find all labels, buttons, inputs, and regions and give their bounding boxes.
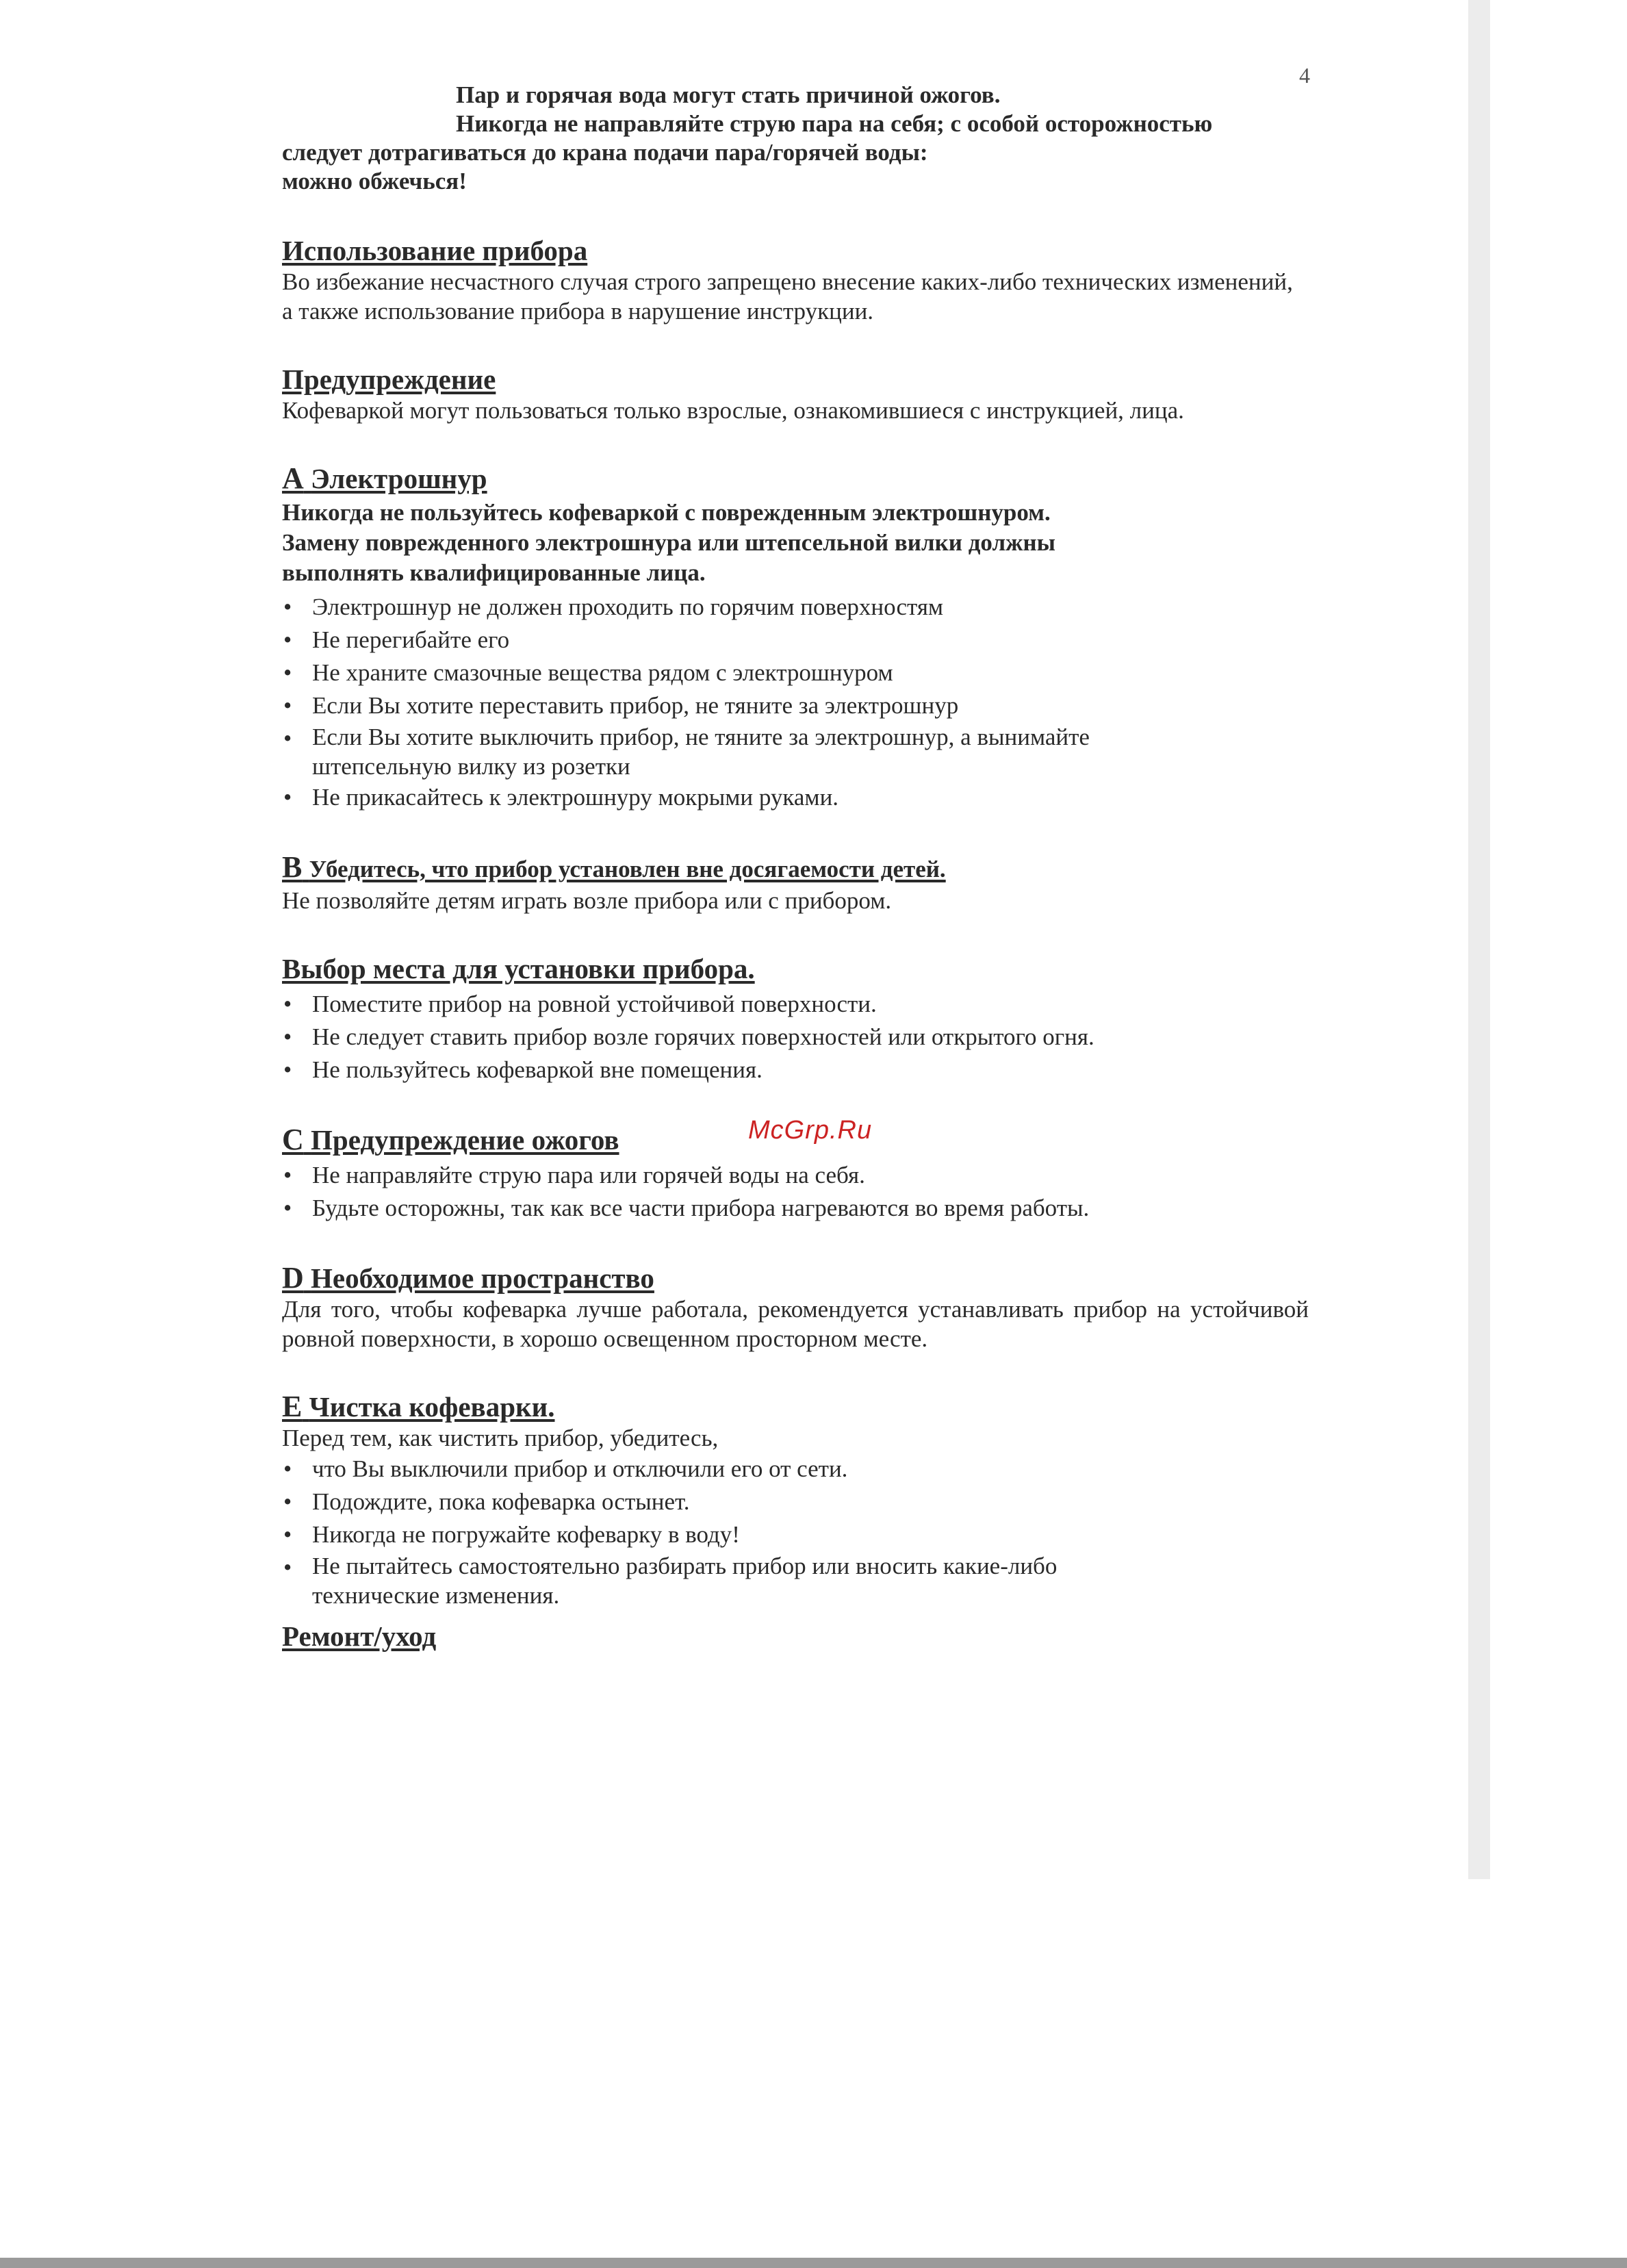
bullet-icon: • xyxy=(283,784,292,811)
scan-bottom-edge xyxy=(0,2258,1627,2268)
section-placement-title: Выбор места для установки прибора. xyxy=(282,953,755,984)
bullet-icon: • xyxy=(283,594,292,620)
list-item: • Подождите, пока кофеварка остынет. xyxy=(282,1486,1309,1518)
list-item: • Если Вы хотите переставить прибор, не тяните за электрошнур xyxy=(282,689,1309,722)
section-placement-list xyxy=(282,988,1309,1086)
section-e-letter: Е xyxy=(282,1390,303,1423)
list-item: • Электрошнур не должен проходить по горячим поверхностям xyxy=(282,591,1309,624)
intro-line-2: Никогда не направляйте струю пара на себя; с особой осторожностью xyxy=(456,110,1213,137)
section-b-title-text: Убедитесь, что прибор установлен вне досягаемости детей. xyxy=(309,856,946,882)
intro-line-3: следует дотрагиваться до крана подачи пара/горячей воды: xyxy=(282,139,928,166)
document-body xyxy=(282,81,1309,1653)
bullet-icon: • xyxy=(283,626,292,653)
list-item: • Не пытайтесь самостоятельно разбирать прибор или вносить какие-либо технические изменения. xyxy=(283,1553,1058,1609)
section-warning-title: Предупреждение xyxy=(282,364,496,395)
intro-line-4: можно обжечься! xyxy=(282,168,467,194)
bullet-icon: • xyxy=(283,1521,292,1548)
intro-line-1: Пар и горячая вода могут стать причиной ожогов. xyxy=(456,81,1001,108)
bullet-icon: • xyxy=(283,692,292,719)
list-item: • Не следует ставить прибор возле горячих поверхностей или открытого огня. xyxy=(282,1021,1309,1054)
section-d-text: Для того, чтобы кофеварка лучше работала, рекомендуется устанавливать прибор на устойчивой ровной поверхности, в хорошо освещенном просторном месте. xyxy=(282,1296,1309,1352)
bullet-icon: • xyxy=(283,1455,292,1482)
list-item: • Не перегибайте его xyxy=(282,624,1309,657)
list-item: • что Вы выключили прибор и отключили его от сети. xyxy=(282,1453,1309,1486)
bullet-icon: • xyxy=(283,725,292,752)
section-d-letter: D xyxy=(282,1261,304,1295)
section-a-title xyxy=(282,462,1309,495)
section-repair-title: Ремонт/уход xyxy=(282,1620,437,1652)
bullet-icon: • xyxy=(283,1162,292,1188)
bullet-icon: • xyxy=(283,1195,292,1221)
section-b-text: Не позволяйте детям играть возле прибора или с прибором. xyxy=(282,887,892,914)
section-c-title-text: Предупреждение ожогов xyxy=(311,1124,619,1156)
bullet-icon: • xyxy=(283,1056,292,1083)
section-a-letter: А xyxy=(282,461,304,495)
section-a-bold-2: Замену поврежденного электрошнура или штепсельной вилки должны xyxy=(282,529,1055,556)
bullet-icon: • xyxy=(283,659,292,686)
section-warning xyxy=(282,363,1309,425)
section-usage xyxy=(282,234,1309,326)
section-a-bold-3: выполнять квалифицированные лица. xyxy=(282,559,706,586)
section-d-space xyxy=(282,1262,1309,1353)
page-number: 4 xyxy=(1299,63,1310,88)
list-item: • Будьте осторожны, так как все части прибора нагреваются во время работы. xyxy=(282,1192,1309,1225)
section-a-title-text: Электрошнур xyxy=(311,463,487,494)
scan-edge-strip xyxy=(1468,0,1490,1879)
section-a-bold-1: Никогда не пользуйтесь кофеваркой с поврежденным электрошнуром. xyxy=(282,499,1051,526)
section-e-cleaning xyxy=(282,1390,1309,1610)
section-placement xyxy=(282,952,1309,1086)
section-b-children xyxy=(282,851,1309,915)
section-d-title-text: Необходимое пространство xyxy=(311,1262,654,1294)
list-item: • Не направляйте струю пара или горячей воды на себя. xyxy=(282,1159,1309,1192)
section-repair xyxy=(282,1620,1309,1653)
list-item: • Никогда не погружайте кофеварку в воду! xyxy=(282,1518,1309,1551)
section-warning-text: Кофеваркой могут пользоваться только взрослые, ознакомившиеся с инструкцией, лица. xyxy=(282,397,1184,424)
section-a-list xyxy=(282,591,1309,814)
list-item: • Если Вы хотите выключить прибор, не тяните за электрошнур, а вынимайте штепсельную вилку из розетки xyxy=(283,724,1090,780)
section-e-list xyxy=(282,1453,1309,1610)
bullet-icon: • xyxy=(283,1488,292,1515)
section-usage-title: Использование прибора xyxy=(282,235,588,266)
watermark: McGrp.Ru xyxy=(748,1116,873,1145)
section-d-title xyxy=(282,1262,1309,1295)
list-item: • Не пользуйтесь кофеваркой вне помещения. xyxy=(282,1054,1309,1086)
list-item: • Не храните смазочные вещества рядом с электрошнуром xyxy=(282,657,1309,689)
list-item: • Поместите прибор на ровной устойчивой поверхности. xyxy=(282,988,1309,1021)
section-c-list xyxy=(282,1159,1309,1225)
section-e-intro: Перед тем, как чистить прибор, убедитесь, xyxy=(282,1425,719,1451)
bullet-icon: • xyxy=(283,1023,292,1050)
bullet-icon: • xyxy=(283,1554,292,1581)
section-usage-text: Во избежание несчастного случая строго запрещено внесение каких-либо технических изменений, а также использование прибора в нарушение инструкции. xyxy=(282,268,1293,324)
section-e-title xyxy=(282,1390,1309,1423)
section-b-title xyxy=(282,851,1309,886)
section-b-letter: В xyxy=(282,850,303,884)
bullet-icon: • xyxy=(283,991,292,1017)
section-e-title-text: Чистка кофеварки. xyxy=(309,1391,555,1423)
section-a-cord xyxy=(282,462,1309,814)
list-item: • Не прикасайтесь к электрошнуру мокрыми руками. xyxy=(282,781,1309,814)
section-c-letter: С xyxy=(282,1123,304,1156)
intro-warning xyxy=(282,81,1309,196)
